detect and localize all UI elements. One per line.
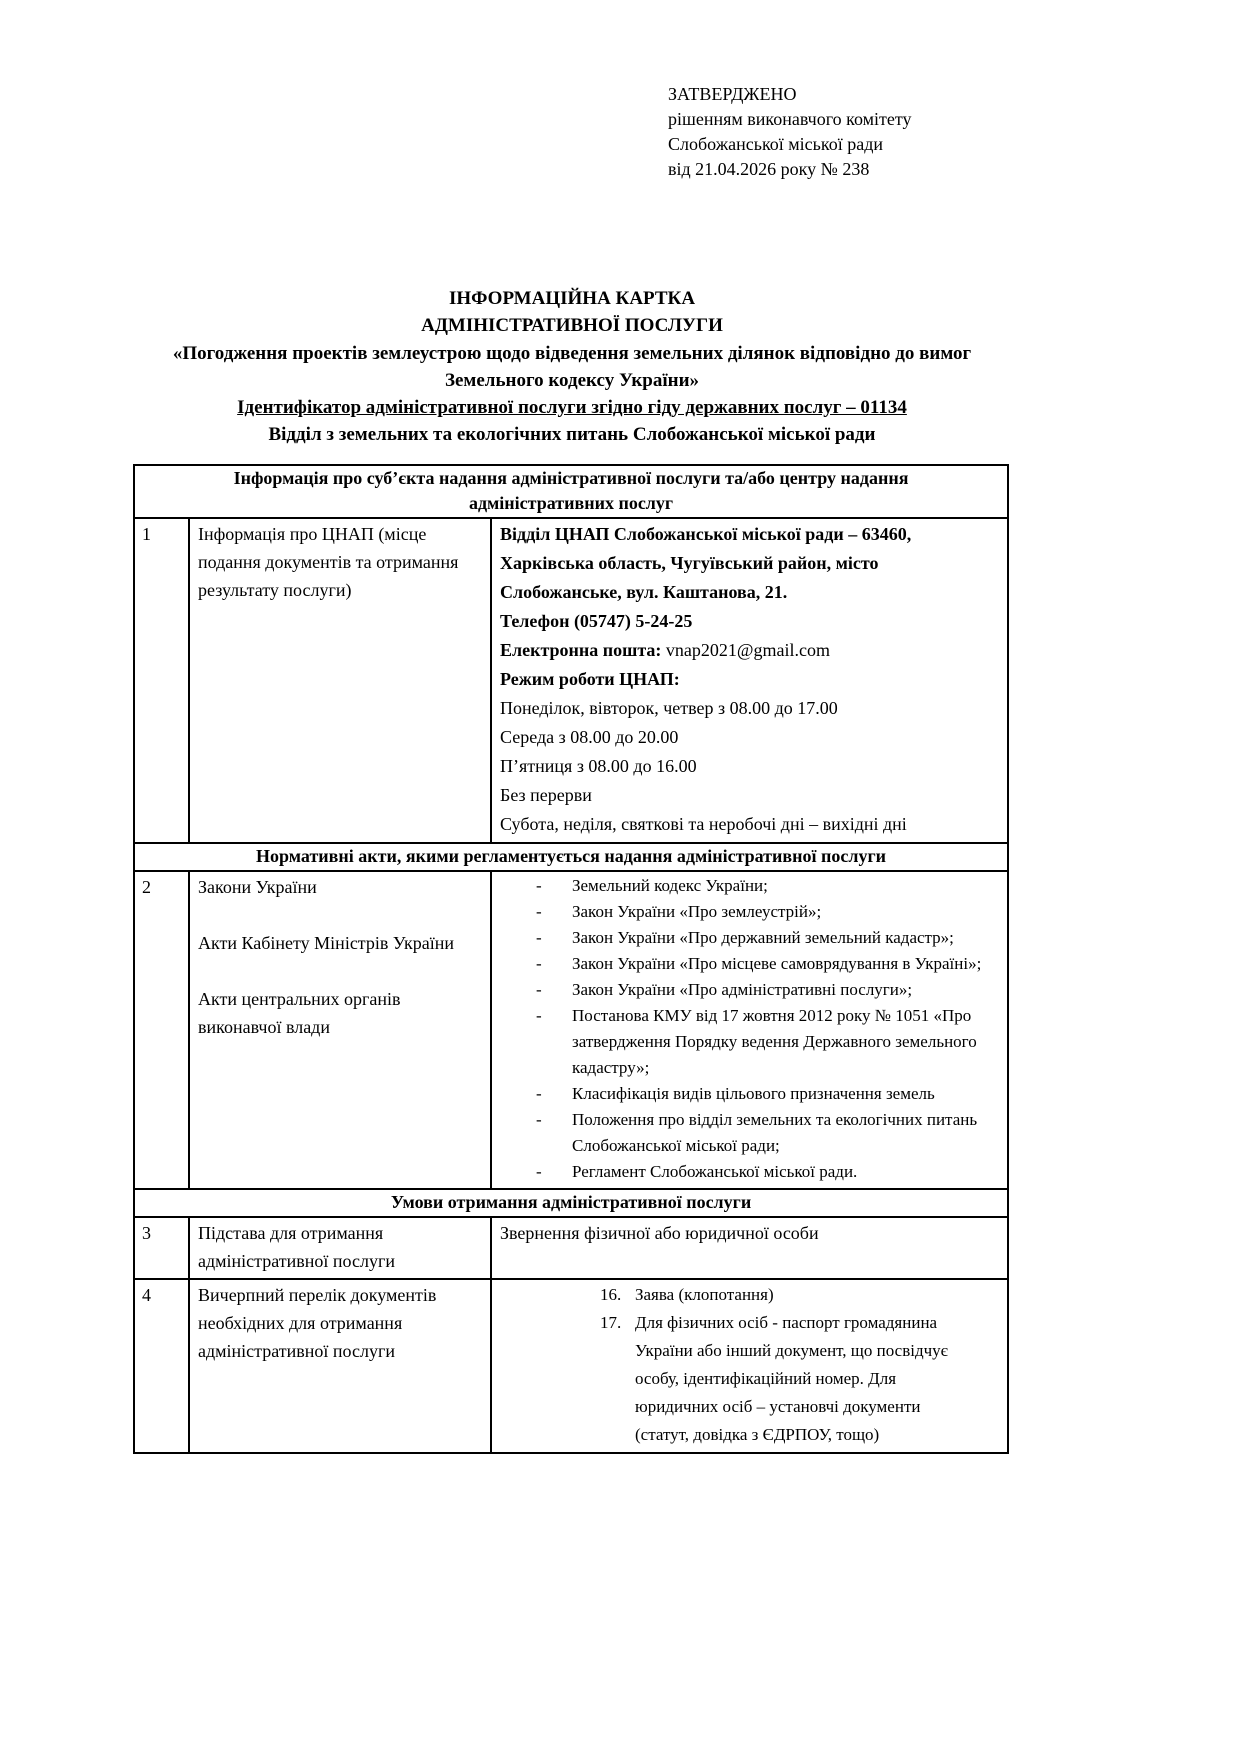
row-value [491,871,1008,1189]
row-label: Вичерпний перелік документів необхідних для отримання адміністративної послуги [189,1279,491,1453]
list-item [532,1107,1001,1159]
act-text: Земельний кодекс України; [572,876,768,895]
dash-bullet: - [536,1162,542,1181]
dash-bullet: - [536,902,542,921]
list-item [532,1003,1001,1081]
item-text: Заява (клопотання) [635,1285,774,1304]
item-text: Для фізичних осіб - паспорт громадянина України або інший документ, що посвідчує особу, ідентифікаційний номер. Для юридичних осіб – установчі документи (статут, довідка з ЄДРПОУ, тощо) [635,1313,948,1444]
act-text: Закон України «Про адміністративні послуги»; [572,980,913,999]
table-row-cnap [134,518,1008,843]
row-value [491,518,1008,843]
row-number: 2 [134,871,189,1189]
section-header-conditions: Умови отримання адміністративної послуги [134,1189,1008,1217]
schedule-line: Середа з 08.00 до 20.00 [500,727,679,747]
act-text: Закон України «Про державний земельний кадастр»; [572,928,954,947]
schedule-label: Режим роботи ЦНАП: [500,669,680,689]
row-value [491,1279,1008,1453]
email-value: vnap2021@gmail.com [665,640,830,660]
spacer [198,957,478,985]
act-text: Положення про відділ земельних та екологічних питань Слобожанської міської ради; [572,1110,978,1155]
row-number: 4 [134,1279,189,1453]
dash-bullet: - [536,876,542,895]
section-header-normative: Нормативні акти, якими регламентується надання адміністративної послуги [134,843,1008,871]
list-item [532,1159,1001,1185]
section-header-subject: Інформація про суб’єкта надання адміністративної послуги та/або центру надання адміністративних послуг [134,465,1008,518]
info-table [133,464,1009,1454]
row-number: 3 [134,1217,189,1279]
section-header-row [134,465,1008,518]
approval-line: рішенням виконавчого комітету [668,109,912,129]
label-line: Акти Кабінету Міністрів України [198,933,455,953]
section-header-row [134,843,1008,871]
list-item [532,977,1001,1003]
doc-title-line2: АДМІНІСТРАТИВНОЇ ПОСЛУГИ [421,315,723,336]
email-label: Електронна пошта: [500,640,662,660]
item-number: 17. [600,1313,622,1332]
approval-line: ЗАТВЕРДЖЕНО [668,84,797,104]
label-line: Акти центральних органів виконавчої влади [198,989,401,1037]
list-item [532,951,1001,977]
schedule-line: Понеділок, вівторок, четвер з 08.00 до 17.00 [500,698,838,718]
title-block [130,285,1014,448]
section-header-row [134,1189,1008,1217]
act-text: Регламент Слобожанської міської ради. [572,1162,858,1181]
act-text: Класифікація видів цільового призначення земель [572,1084,935,1103]
dash-bullet: - [536,928,542,947]
numbered-list-item [600,1309,1001,1449]
approval-block [668,82,912,182]
row-number: 1 [134,518,189,843]
row-label: Інформація про ЦНАП (місце подання документів та отримання результату послуги) [189,518,491,843]
numbered-list-item [600,1281,1001,1309]
table-row-documents [134,1279,1008,1453]
dash-bullet: - [536,954,542,973]
dash-bullet: - [536,1084,542,1103]
doc-title-line1: ІНФОРМАЦІЙНА КАРТКА [448,288,696,309]
department-name: Відділ з земельних та екологічних питань Слобожанської міської ради [268,424,876,445]
office-address: Відділ ЦНАП Слобожанської міської ради – 63460, Харківська область, Чугуївський район, місто Слобожанське, вул. Каштанова, 21. [500,524,912,602]
act-text: Постанова КМУ від 17 жовтня 2012 року № 1051 «Про затвердження Порядку ведення Державного земельного кадастру»; [572,1006,977,1077]
act-text: Закон України «Про місцеве самоврядування в Україні»; [572,954,982,973]
row-label: Підстава для отримання адміністративної послуги [189,1217,491,1279]
table-row-normative-acts [134,871,1008,1189]
row-label [189,871,491,1189]
table-row-grounds [134,1217,1008,1279]
act-text: Закон України «Про землеустрій»; [572,902,822,921]
dash-bullet: - [536,1110,542,1129]
spacer [198,901,478,929]
list-item [532,873,1001,899]
list-item [532,1081,1001,1107]
schedule-line: П’ятниця з 08.00 до 16.00 [500,756,697,776]
email-line [500,636,1001,665]
schedule-line: Без перерви [500,785,592,805]
item-number: 16. [600,1285,622,1304]
schedule-line: Субота, неділя, святкові та неробочі дні – вихідні дні [500,814,907,834]
list-item [532,925,1001,951]
phone-line: Телефон (05747) 5-24-25 [500,611,693,631]
label-line: Закони України [198,877,317,897]
list-item [532,899,1001,925]
service-identifier: Ідентифікатор адміністративної послуги згідно гіду державних послуг – 01134 [237,397,907,418]
dash-bullet: - [536,1006,542,1025]
row-value: Звернення фізичної або юридичної особи [491,1217,1008,1279]
dash-bullet: - [536,980,542,999]
approval-line: від 21.04.2026 року № 238 [668,159,870,179]
approval-line: Слобожанської міської ради [668,134,883,154]
service-name: «Погодження проектів землеустрою щодо відведення земельних ділянок відповідно до вимог Земельного кодексу України» [172,343,972,391]
